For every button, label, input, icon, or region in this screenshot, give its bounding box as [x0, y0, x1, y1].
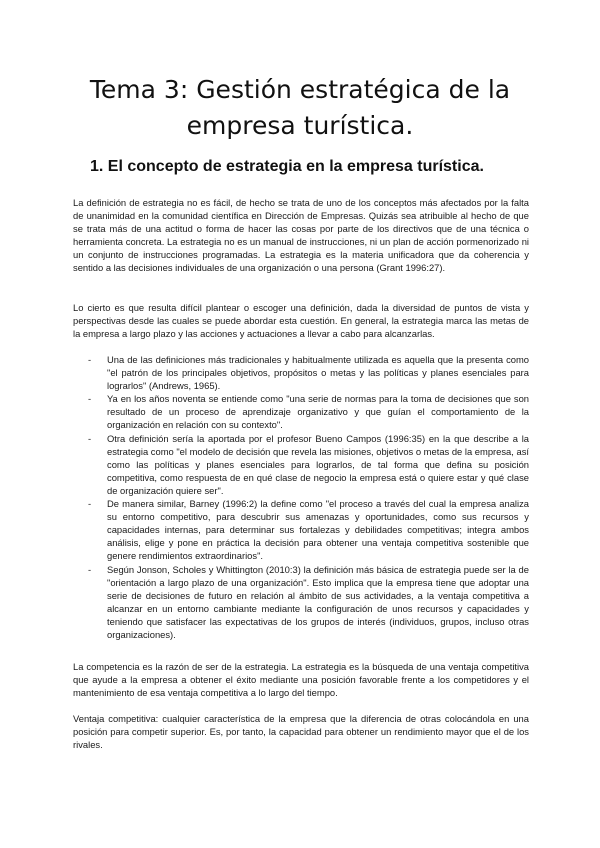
paragraph-competition: La competencia es la razón de ser de la estrategia. La estrategia es la búsqueda de una ventaja competitiva que ayude a la empresa a obtener el éxito mediante una posición favorable frente a los competidores y el mantenimiento de esa ventaja competitiva a lo largo del tiempo.	[73, 661, 529, 699]
paragraph-perspectives: Lo cierto es que resulta difícil plantear o escoger una definición, dada la diversidad de puntos de vista y perspectivas desde las cuales se puede abordar esta cuestión. En general, la estrategia marca las metas de la empresa a largo plazo y las acciones y actuaciones a llevar a cabo para alcanzarlas.	[73, 302, 529, 340]
bullet-dash: -	[88, 432, 92, 444]
list-item	[73, 392, 529, 431]
title-line-1: Tema 3: Gestión estratégica de la	[89, 75, 511, 104]
document-title	[60, 72, 540, 144]
list-item-text: Ya en los años noventa se entiende como "una serie de normas para la toma de decisiones que son resultado de un proceso de aprendizaje organizativo y que guían el comportamiento de la organización en relación con su contexto".	[107, 393, 529, 431]
bullet-dash: -	[88, 563, 92, 575]
list-item-text: De manera similar, Barney (1996:2) la define como "el proceso a través del cual la empresa analiza su entorno competitivo, para descubrir sus amenazas y oportunidades, como sus recursos y capacidades internas, para determinar sus fortalezas y debilidades competitivas; integra ambos análisis, elige y pone en práctica la decisión para obtener una ventaja competitiva sostenible que genere rendimientos extraordinarios".	[107, 498, 529, 562]
section-heading: 1. El concepto de estrategia en la empresa turística.	[90, 158, 484, 175]
bullet-dash: -	[88, 354, 92, 365]
list-item	[73, 497, 529, 562]
list-item-text: Según Jonson, Scholes y Whittington (2010:3) la definición más básica de estrategia puede ser la de "orientación a largo plazo de una organización". Esto implica que la empresa tiene que adoptar una serie de decisiones de futuro en relación al ámbito de sus actividades, a la ventaja competitiva a alcanzar en un entorno cambiante mediante la configuración de unos recursos y capacidades y teniendo que satisfacer las expectativas de los grupos de interés (individuos, grupos, incluso otras organizaciones).	[107, 563, 529, 640]
list-item	[73, 353, 529, 392]
title-line-2: empresa turística.	[186, 111, 414, 140]
bullet-dash: -	[88, 393, 92, 405]
paragraph-competitive-advantage: Ventaja competitiva: cualquier característica de la empresa que la diferencia de otras colocándola en una posición para competir superior. Es, por tanto, la capacidad para obtener un rendimiento mayor que el de los rivales.	[73, 713, 529, 751]
list-item	[73, 563, 529, 642]
definitions-list	[73, 353, 529, 641]
list-item-text: Otra definición sería la aportada por el profesor Bueno Campos (1996:35) en la que describe a la estrategia como "el modelo de decisión que revela las misiones, objetivos o metas de la empresa, así como las políticas y planes esenciales para lograrlos, de tal forma que defina su posición competitiva, como respuesta de en qué clase de negocio la empresa está o quiere estar y qué clase de organización quiere ser".	[107, 432, 529, 496]
bullet-dash: -	[88, 498, 92, 510]
list-item	[73, 432, 529, 497]
list-item-text: Una de las definiciones más tradicionales y habitualmente utilizada es aquella que la presenta como "el patrón de los principales objetivos, propósitos o metas y las políticas y planes esenciales para lograrlos" (Andrews, 1965).	[107, 354, 529, 392]
paragraph-definition: La definición de estrategia no es fácil, de hecho se trata de uno de los conceptos más afectados por la falta de unanimidad en la comunidad científica en Dirección de Empresas. Quizás sea atribuible al hecho de que se trata más de una actitud o forma de hacer las cosas por parte de los directivos que de una técnica o herramienta concreta. La estrategia no es un manual de instrucciones, ni un plan de acción pormenorizado ni un conjunto de instrucciones programadas. La estrategia es la materia unificadora que da coherencia y sentido a las decisiones individuales de una organización o una persona (Grant 1996:27).	[73, 197, 529, 274]
